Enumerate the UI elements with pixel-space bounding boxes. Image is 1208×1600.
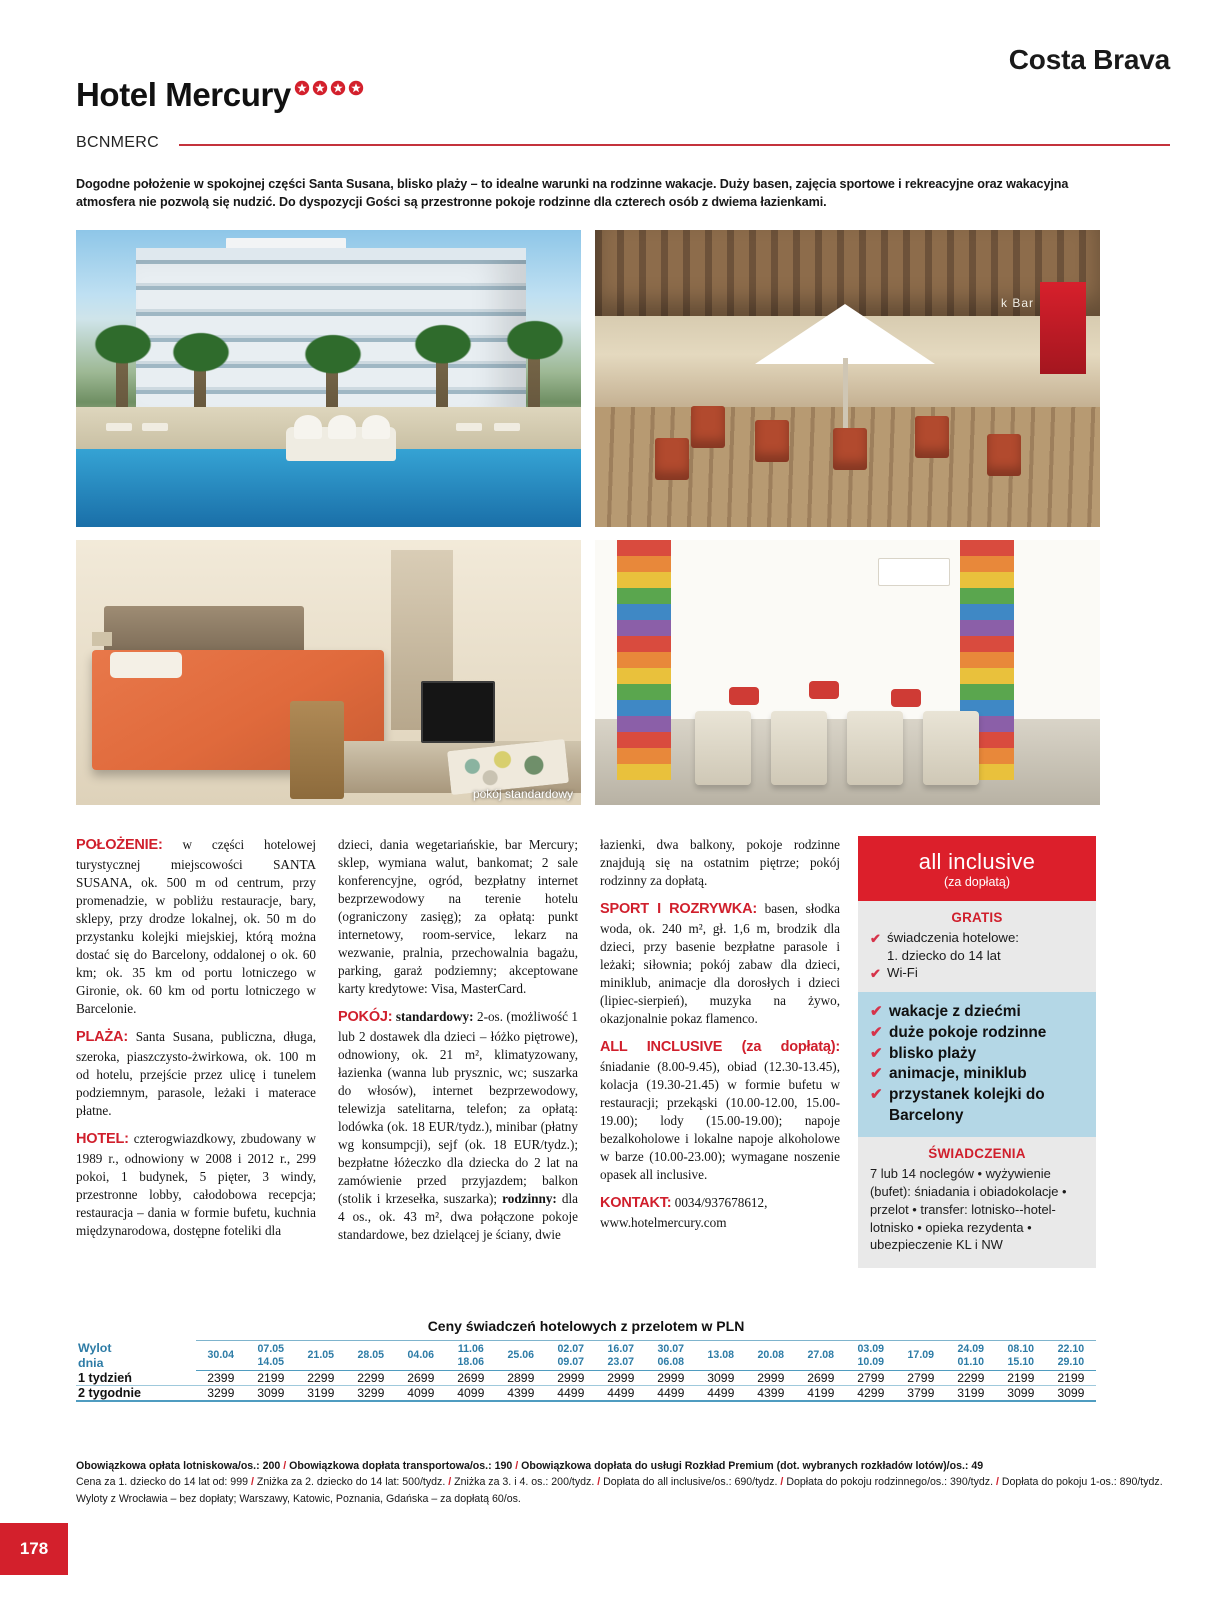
section-label-sport: SPORT I ROZRYWKA: <box>600 901 757 918</box>
footnote-ai-surcharge: Dopłata do all inclusive/os.: 690/tydz. <box>603 1476 778 1489</box>
price-cell: 2399 <box>196 1371 246 1386</box>
table-header-date: 27.08 <box>796 1341 846 1371</box>
price-cell: 3199 <box>946 1386 996 1402</box>
table-header-date: 20.08 <box>746 1341 796 1371</box>
feature-label: blisko plaży <box>889 1044 977 1062</box>
pillow <box>110 652 182 678</box>
television <box>421 681 495 743</box>
price-cell: 2699 <box>446 1371 496 1386</box>
check-icon: ✔ <box>870 1024 883 1041</box>
section-text-all-inclusive: śniadanie (8.00-9.45), obiad (12.30-13.45), kolacja (19.30-21.45) w formie bufetu w restauracji; przekąski (10.00-12.00, 15.00-19.00); lody (15.00-19.00); napoje bezalkoholowe i lokalne napoje alkoholowe w barze (10.00-23.00); wymagane noszenie opasek all inclusive. <box>600 1058 840 1182</box>
price-cell: 2799 <box>896 1371 946 1386</box>
all-inclusive-banner <box>858 836 1096 901</box>
price-cell: 3099 <box>996 1386 1046 1402</box>
section-label-all-inclusive: ALL INCLUSIVE (za dopłatą): <box>600 1038 840 1055</box>
region-title: Costa Brava <box>1008 44 1170 75</box>
photo-gallery <box>76 230 1100 818</box>
table-header-row <box>76 1341 1096 1371</box>
star-icon <box>294 80 310 96</box>
section-label-hotel: HOTEL: <box>76 1130 129 1147</box>
hotel-title-row <box>76 78 364 111</box>
section-label-kontakt: KONTAKT: <box>600 1194 672 1211</box>
table-header-date: 02.07 09.07 <box>546 1341 596 1371</box>
bar-banner <box>1040 282 1086 374</box>
table-header-date: 21.05 <box>296 1341 346 1371</box>
price-cell: 2999 <box>746 1371 796 1386</box>
section-text-polozenie: w części hotelowej turystycznej miejscowości SANTA SUSANA, ok. 500 m od centrum, przy promenadzie, w pobliżu restauracje, bary, sklepy, przy drodze lokalnej, ok. 50 m do przystanku kolejki miejskiej, którą można dostać się do Barcelony, oddalonej o ok. 60 km; ok. 35 km od portu lotniczego w Gironie, ok. 60 km od portu lotniczego w Barcelonie. <box>76 837 316 1016</box>
price-table <box>76 1340 1096 1402</box>
room-type-standard: standardowy: <box>392 1009 474 1025</box>
section-text-pokoj: 2-os. (możliwość 1 lub 2 dostawek dla dzieci – łóżko piętrowe), odnowiony, ok. 21 m², klimatyzowany, łazienka (wanna lub prysznic, wc; suszarka do włosów), internet bezprzewodowy, telewizja satelitarna, telefon; za opłatą: lodówka (ok. 18 EUR/tydz.), minibar (płatny wg konsumpcji), sejf (ok. 18 EUR/tydz.); bezpłatne łóżeczko dla dziecka do 2 lat na zamówienie przed przyjazdem; balkon (stolik i krzesełka, suszarka); <box>338 1009 578 1207</box>
description-column-1 <box>76 836 316 1254</box>
check-icon: ✔ <box>870 931 881 947</box>
price-cell: 4199 <box>796 1386 846 1402</box>
price-cell: 2699 <box>796 1371 846 1386</box>
swiadczenia-title: ŚWIADCZENIA <box>928 1146 1026 1162</box>
table-header-date: 03.09 10.09 <box>846 1341 896 1371</box>
price-cell: 3099 <box>246 1386 296 1402</box>
sun-lounger <box>142 423 168 431</box>
terrace-chair <box>987 434 1021 476</box>
price-cell: 3199 <box>296 1386 346 1402</box>
table-header-date: 11.06 18.06 <box>446 1341 496 1371</box>
terrace-chair <box>691 406 725 448</box>
section-kontakt <box>600 1194 840 1232</box>
list-item <box>870 929 1084 946</box>
list-item <box>870 1064 1084 1085</box>
footnotes <box>76 1458 1163 1507</box>
check-icon: ✔ <box>870 1085 883 1103</box>
section-label-pokoj: POKÓJ: <box>338 1009 393 1026</box>
swiadczenia-text: 7 lub 14 noclegów • wyżywienie (bufet): śniadania i obiadokolacje • przelot • transfer: lotnisko--hotel-lotnisko • opieka rezydenta • ubezpieczenie KL i NW <box>870 1166 1067 1253</box>
table-header-date: 25.06 <box>496 1341 546 1371</box>
price-cell: 2199 <box>246 1371 296 1386</box>
footnote-airport-fee: Obowiązkowa opłata lotniskowa/os.: 200 <box>76 1460 281 1472</box>
section-hotel-continued: dzieci, dania wegetariańskie, bar Mercury; sklep, wymiana walut, bankomat; 2 sale konferencyjne, ogród, bezpłatny internet bezprzewodowy na terenie hotelu (ograniczony zasięg); za opłatą: punkt internetowy, room-service, lekarz na wezwanie, pralnia, przechowalnia bagażu, parking, garaż podziemny; akceptowane karty kredytowe: Visa, MasterCard. <box>338 837 578 997</box>
kids-chair <box>923 711 979 785</box>
section-all-inclusive <box>600 1038 840 1184</box>
footnote-separator: / <box>597 1476 601 1489</box>
toy-car <box>891 689 921 707</box>
section-text-plaza: Santa Susana, publiczna, długa, szeroka, piaszczysto-żwirkowa, ok. 100 m od hotelu, przejście przez ulicę i tunelem podziemnym, parasole, leżaki i materace płatne. <box>76 1028 316 1118</box>
table-header-date: 07.05 14.05 <box>246 1341 296 1371</box>
kids-chair <box>847 711 903 785</box>
section-polozenie <box>76 836 316 1018</box>
price-cell: 3299 <box>196 1386 246 1402</box>
check-icon: ✔ <box>870 1003 883 1021</box>
room-type-family: rodzinny: <box>502 1191 557 1207</box>
kids-chair <box>771 711 827 785</box>
price-cell: 2999 <box>546 1371 596 1386</box>
table-header-date: 28.05 <box>346 1341 396 1371</box>
price-table-section <box>76 1318 1096 1402</box>
offer-panel <box>858 836 1096 1268</box>
colorful-column <box>617 540 671 780</box>
all-inclusive-subtitle: (za dopłatą) <box>943 875 1010 890</box>
section-text-hotel: czterogwiazdkowy, zbudowany w 1989 r., odnowiony w 2008 i 2012 r., 299 pokoi, 1 budynek, 5 pięter, 3 windy, przestronne lobby, całodobowa recepcja; restauracja – dania w formie bufetu, kuchnia międzynarodowa, dostępne foteliki dla <box>76 1130 316 1238</box>
table-header-date: 08.10 15.10 <box>996 1341 1046 1371</box>
price-cell: 2199 <box>1046 1371 1096 1386</box>
footnote-single-room-surcharge: Dopłata do pokoju 1-os.: 890/tydz. <box>1001 1476 1163 1489</box>
table-header-date: 17.09 <box>896 1341 946 1371</box>
price-cell: 2699 <box>396 1371 446 1386</box>
row-label-1-week: 1 tydzień <box>76 1371 196 1386</box>
section-label-polozenie: POŁOŻENIE: <box>76 837 163 853</box>
section-text-pokoj-2: dla 4 os., ok. 43 m², dwa połączone pokoje standardowe, bez dzielącej je ściany, dwie <box>338 1191 578 1243</box>
section-pokoj <box>338 1008 578 1244</box>
table-header-date: 24.09 01.10 <box>946 1341 996 1371</box>
list-item <box>870 1002 1084 1023</box>
price-cell: 4099 <box>446 1386 496 1402</box>
table-header-date: 16.07 23.07 <box>596 1341 646 1371</box>
price-cell: 2299 <box>946 1371 996 1386</box>
footnote-transport-fee: Obowiązkowa dopłata transportowa/os.: 190 <box>289 1460 513 1472</box>
price-cell: 4499 <box>546 1386 596 1402</box>
price-cell: 3299 <box>346 1386 396 1402</box>
photo-caption: pokój standardowy <box>472 787 573 801</box>
footnote-separator: / <box>250 1476 254 1489</box>
price-cell: 3099 <box>1046 1386 1096 1402</box>
section-hotel <box>76 1130 316 1240</box>
price-cell: 2799 <box>846 1371 896 1386</box>
footnote-separator: / <box>283 1460 287 1472</box>
footnote-line-1 <box>76 1458 1098 1474</box>
table-header-date: 04.06 <box>396 1341 446 1371</box>
table-header-departure-line2: dnia <box>78 1355 104 1370</box>
miniclub-logo <box>878 558 950 586</box>
footnote-child-price: Cena za 1. dziecko do 14 lat od: 999 <box>76 1476 248 1489</box>
section-sport <box>600 900 840 1028</box>
footnote-third-person-discount: Zniżka za 3. i 4. os.: 200/tydz. <box>454 1476 595 1489</box>
photo-terrace-bar <box>595 230 1100 527</box>
page-number: 178 <box>0 1523 68 1575</box>
price-cell: 4499 <box>596 1386 646 1402</box>
list-item <box>870 947 1084 964</box>
features-section <box>858 992 1096 1137</box>
star-icon <box>312 80 328 96</box>
price-cell: 2199 <box>996 1371 1046 1386</box>
footnote-separator: / <box>995 1476 999 1489</box>
pool-fountain <box>286 427 396 461</box>
sun-lounger <box>456 423 482 431</box>
section-label-plaza: PLAŻA: <box>76 1028 128 1045</box>
parasol-pole <box>843 358 848 438</box>
gratis-section <box>858 901 1096 992</box>
section-pokoj-continued: łazienki, dwa balkony, pokoje rodzinne znajdują się na ostatnim piętrze; pokój rodzinny za dopłatą. <box>600 837 840 889</box>
bedside-lamp <box>92 632 112 646</box>
check-icon: ✔ <box>870 1065 883 1083</box>
list-item <box>870 1023 1084 1044</box>
list-item <box>870 1085 1084 1106</box>
description-column-3 <box>600 836 840 1254</box>
footnote-family-room-surcharge: Dopłata do pokoju rodzinnego/os.: 390/tydz. <box>786 1476 994 1489</box>
hotel-code-row <box>76 134 1170 152</box>
description-column-2 <box>338 836 578 1254</box>
toy-car <box>809 681 839 699</box>
contact-phone: 0034/937678612, <box>671 1194 768 1210</box>
page-title: Hotel Mercury <box>76 76 291 113</box>
gratis-title: GRATIS <box>951 910 1003 926</box>
price-cell: 3099 <box>696 1371 746 1386</box>
sun-lounger <box>106 423 132 431</box>
table-row <box>76 1386 1096 1402</box>
price-cell: 2999 <box>596 1371 646 1386</box>
footnote-separator: / <box>448 1476 452 1489</box>
table-header-date: 13.08 <box>696 1341 746 1371</box>
photo-kids-club <box>595 540 1100 805</box>
row-label-2-weeks: 2 tygodnie <box>76 1386 196 1402</box>
price-cell: 4399 <box>746 1386 796 1402</box>
price-cell: 4299 <box>846 1386 896 1402</box>
gratis-item-label: świadczenia hotelowe: <box>887 930 1019 946</box>
lead-paragraph: Dogodne położenie w spokojnej części Santa Susana, blisko plaży – to idealne warunki na rodzinne wakacje. Duży basen, zajęcia sportowe i rekreacyjne oraz wakacyjna atmosfera nie pozwolą się nudzić. Do dyspozycji Gości są przestronne pokoje rodzinne dla czterech osób z dwiema łazienkami. <box>76 177 1069 209</box>
features-list <box>870 1002 1084 1126</box>
hotel-code: BCNMERC <box>76 134 159 151</box>
all-inclusive-title: all inclusive <box>918 849 1036 874</box>
table-header-date: 30.07 06.08 <box>646 1341 696 1371</box>
bar-sign-text: k Bar <box>1000 296 1034 310</box>
price-cell: 4399 <box>496 1386 546 1402</box>
bed-headboard <box>104 606 304 654</box>
price-cell: 2299 <box>296 1371 346 1386</box>
footnote-line-2 <box>76 1474 1163 1490</box>
price-cell: 4499 <box>696 1386 746 1402</box>
divider <box>179 144 1170 146</box>
check-icon: ✔ <box>870 965 881 981</box>
footnote-child-discount: Zniżka za 2. dziecko do 14 lat: 500/tydz. <box>256 1476 446 1489</box>
photo-hotel-exterior-pool <box>76 230 581 527</box>
list-item <box>870 1106 1084 1127</box>
table-header-date: 22.10 29.10 <box>1046 1341 1096 1371</box>
list-item <box>870 1044 1084 1065</box>
footnote-separator: / <box>780 1476 784 1489</box>
terrace-chair <box>655 438 689 480</box>
photo-standard-room <box>76 540 581 805</box>
desk-chair <box>290 701 344 799</box>
feature-label: wakacje z dziećmi <box>889 1003 1021 1021</box>
footnote-separator: / <box>515 1460 519 1472</box>
terrace-chair <box>915 416 949 458</box>
feature-label: duże pokoje rodzinne <box>889 1024 1047 1041</box>
table-row <box>76 1371 1096 1386</box>
footnote-premium-fee: Obowiązkowa dopłata do usługi Rozkład Premium (dot. wybranych rozkładów lotów)/os.: 49 <box>521 1460 984 1472</box>
section-plaza <box>76 1028 316 1120</box>
swiadczenia-section <box>858 1137 1096 1268</box>
sun-lounger <box>494 423 520 431</box>
price-table-title: Ceny świadczeń hotelowych z przelotem w PLN <box>427 1318 745 1334</box>
section-text-sport: basen, słodka woda, ok. 240 m², gł. 1,6 m, brodzik dla dzieci, przy basenie bezpłatne parasole i leżaki; siłownia; pokój zabaw dla dzieci, miniklub, animacje dla dorosłych i dzieci (lipiec-sierpień), muzyka na żywo, okazjonalnie pokaz flamenco. <box>600 901 840 1026</box>
price-cell: 3799 <box>896 1386 946 1402</box>
price-cell: 4099 <box>396 1386 446 1402</box>
price-cell: 2999 <box>646 1371 696 1386</box>
list-item <box>870 964 1084 981</box>
gratis-item-label: 1. dziecko do 14 lat <box>887 947 1001 963</box>
check-icon: ✔ <box>870 1044 883 1062</box>
star-icon <box>330 80 346 96</box>
kids-chair <box>695 711 751 785</box>
footnote-line-3: Wyloty z Wrocławia – bez dopłaty; Warszawy, Katowic, Poznania, Gdańska – za dopłatą 60/os. <box>76 1492 521 1505</box>
table-header-departure <box>76 1341 196 1371</box>
terrace-chair <box>833 428 867 470</box>
toy-car <box>729 687 759 705</box>
feature-label: animacje, miniklub <box>889 1065 1027 1083</box>
price-cell: 2899 <box>496 1371 546 1386</box>
price-cell: 4499 <box>646 1386 696 1402</box>
table-header-departure-line1: Wylot <box>78 1340 112 1355</box>
gratis-list <box>870 929 1084 981</box>
feature-label: przystanek kolejki do <box>889 1085 1045 1103</box>
gratis-item-label: Wi-Fi <box>887 964 918 980</box>
star-icon <box>348 80 364 96</box>
price-cell: 2299 <box>346 1371 396 1386</box>
contact-website[interactable]: www.hotelmercury.com <box>600 1214 727 1230</box>
feature-label-continued: Barcelony <box>889 1106 964 1124</box>
terrace-chair <box>755 420 789 462</box>
star-rating <box>294 80 364 96</box>
table-header-date: 30.04 <box>196 1341 246 1371</box>
description-columns <box>76 836 840 1254</box>
